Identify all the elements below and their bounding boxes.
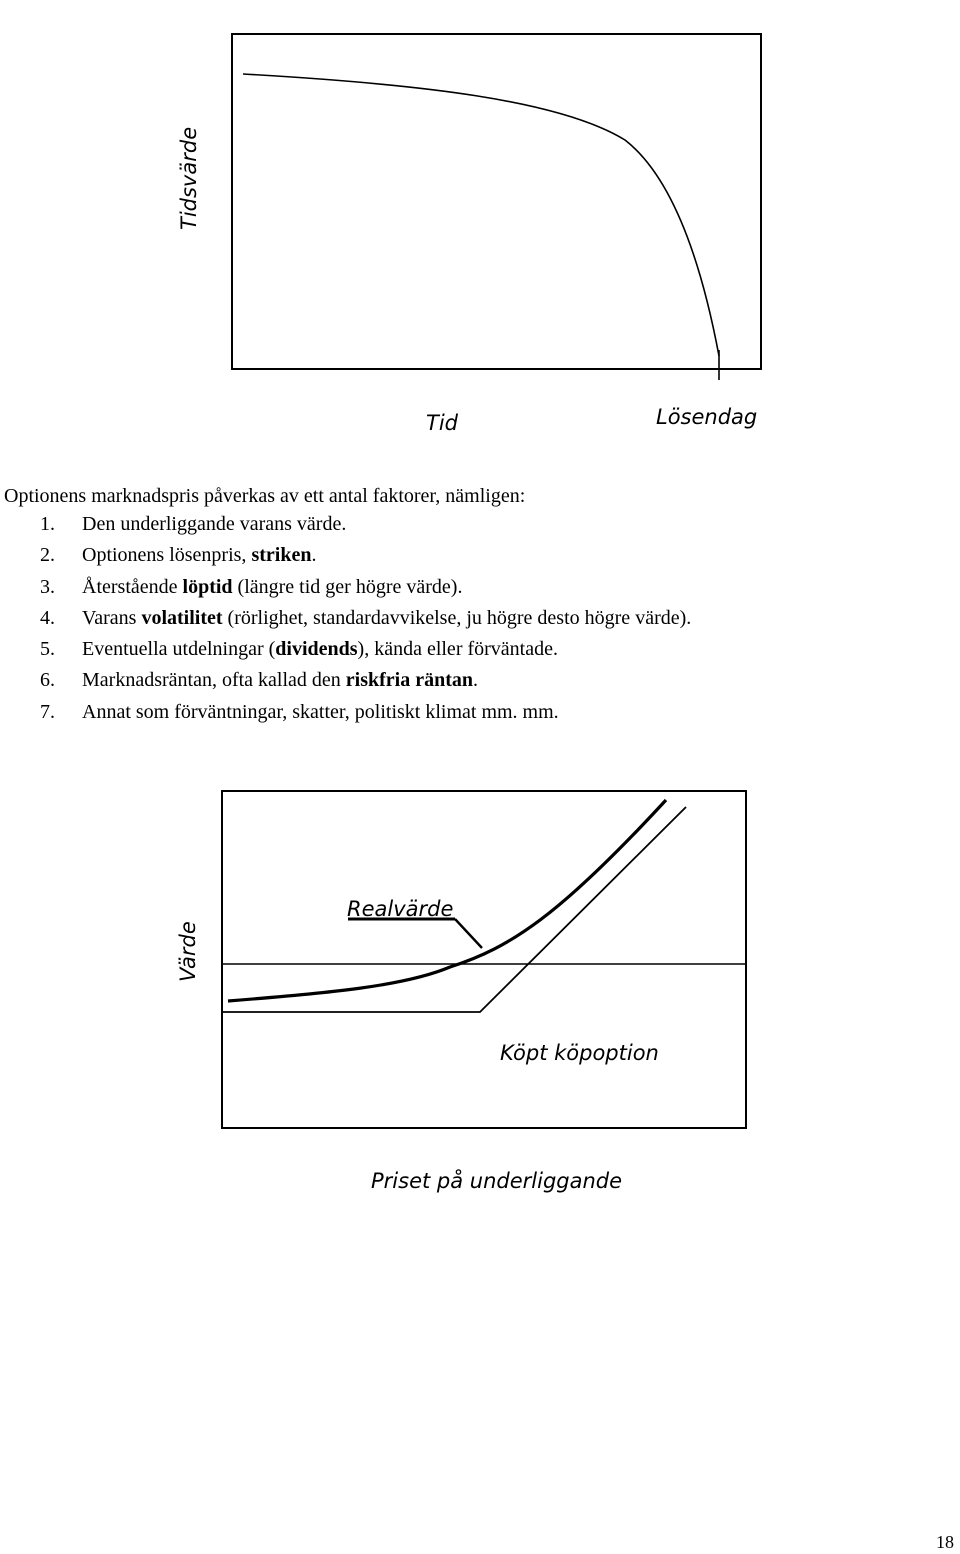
list-item-text-end: ), kända eller förväntade. (357, 638, 558, 661)
list-item (40, 540, 691, 571)
list-item-number: 1. (40, 513, 55, 535)
underlying-price-x-label: Priset på underliggande (371, 1169, 623, 1193)
list-item-number: 7. (40, 700, 55, 723)
curve-label: Realvärde (347, 897, 454, 921)
line-label: Köpt köpoption (500, 1041, 659, 1065)
list-item-text-end: (längre tid ger högre värde). (232, 575, 463, 598)
list-item-text: Marknadsräntan, ofta kallad den (82, 669, 346, 692)
list-item-text: Eventuella utdelningar ( (82, 638, 276, 661)
list-item (40, 603, 691, 634)
time-x-label: Tid (426, 411, 458, 435)
list-item-number: 5. (40, 638, 55, 661)
list-item-bold: dividends (275, 638, 358, 661)
time-value-curve (243, 74, 719, 356)
option-value-y-label: Värde (176, 921, 200, 982)
list-item-number: 4. (40, 606, 55, 629)
list-item-bold: riskfria räntan (345, 669, 474, 692)
list-item-text-end: (rörlighet, standardavvikelse, ju högre desto högre värde). (222, 606, 692, 629)
curve-label-leader (455, 919, 482, 948)
list-item-number: 6. (40, 669, 55, 692)
list-item-bold: volatilitet (141, 606, 223, 629)
option-value-figure (0, 770, 960, 1220)
time-value-figure (0, 0, 960, 450)
time-value-plot-frame (232, 34, 761, 369)
time-value-y-label: Tidsvärde (177, 126, 201, 230)
list-item-text-end: . (473, 669, 479, 692)
intrinsic-value-line (222, 807, 686, 1012)
factor-list (40, 509, 691, 728)
list-item (40, 509, 691, 540)
list-item-bold: löptid (182, 575, 233, 598)
page-number: 18 (936, 1532, 954, 1552)
list-item-bold: striken (251, 544, 312, 567)
expiry-label: Lösendag (656, 405, 758, 429)
list-item-text-end: . (311, 544, 317, 567)
list-item-text: Optionens lösenpris, (82, 544, 252, 567)
list-item (40, 572, 691, 603)
option-value-plot-frame (222, 791, 746, 1128)
list-item (40, 665, 691, 696)
list-item (40, 697, 691, 728)
intro-text: Optionens marknadspris påverkas av ett antal faktorer, nämligen: (4, 485, 526, 507)
list-item-number: 2. (40, 544, 55, 567)
list-item-text: Den underliggande varans värde. (82, 513, 347, 535)
list-item-number: 3. (40, 575, 55, 598)
list-item-text: Varans (82, 606, 142, 629)
list-item (40, 634, 691, 665)
list-item-text: Återstående (82, 575, 183, 598)
list-item-text: Annat som förväntningar, skatter, politiskt klimat mm. mm. (82, 700, 559, 723)
